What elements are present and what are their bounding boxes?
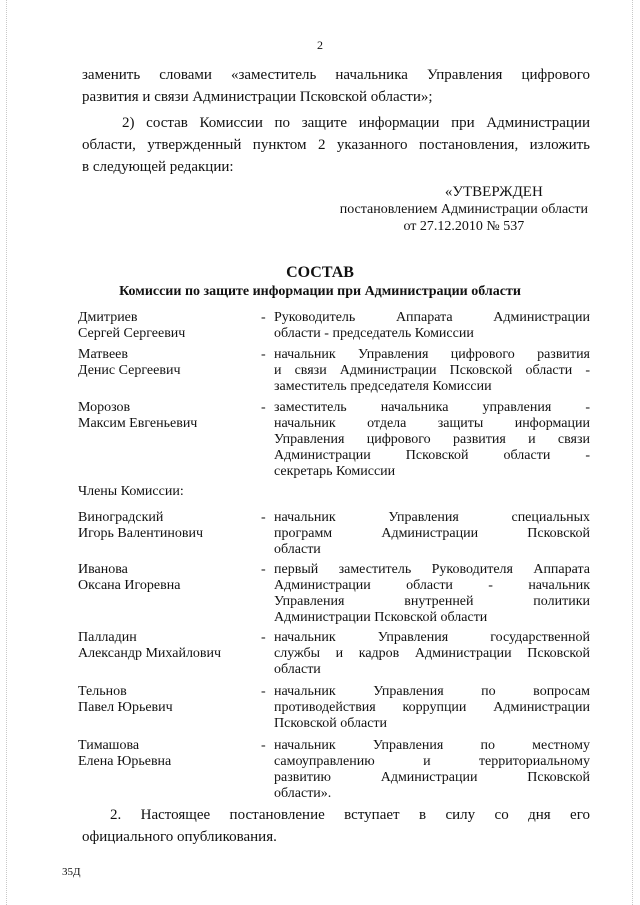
- role-line: программ Администрации Псковской: [274, 526, 590, 541]
- role-line: начальник Управления государственной: [274, 630, 590, 645]
- member-surname: Матвеев: [78, 347, 128, 362]
- paragraph-2-line-3: в следующей редакции:: [82, 159, 234, 175]
- member-role: [274, 510, 590, 558]
- member-given-name: Игорь Валентинович: [78, 526, 204, 541]
- member-surname: Тимашова: [78, 738, 140, 753]
- page-number: 2: [317, 38, 323, 52]
- approved-line-3: от 27.12.2010 № 537: [403, 219, 525, 234]
- member-name: [78, 310, 258, 342]
- member-role: [274, 738, 590, 802]
- paragraph-2-line-2: области, утвержденный пунктом 2 указанного постановления, изложить: [82, 137, 590, 153]
- dash: -: [261, 738, 266, 753]
- scan-edge-left: [6, 0, 8, 905]
- role-line: Администрации области - начальник: [274, 578, 590, 593]
- paragraph-1: [82, 64, 590, 108]
- paragraph-2-line-1: 2) состав Комиссии по защите информации при Администрации: [122, 115, 590, 131]
- dash: -: [261, 510, 266, 525]
- role-line: области - председатель Комиссии: [274, 326, 474, 341]
- role-line: заместитель начальника управления -: [274, 400, 590, 415]
- member-role: [274, 562, 590, 626]
- role-line: области: [274, 662, 321, 677]
- member-name: [78, 510, 258, 542]
- dash: -: [261, 347, 266, 362]
- member-surname: Тельнов: [78, 684, 127, 699]
- member-role: [274, 684, 590, 732]
- member-role: [274, 400, 590, 480]
- member-given-name: Денис Сергеевич: [78, 363, 181, 378]
- role-line: самоуправлению и территориальному: [274, 754, 590, 769]
- scan-edge-right: [632, 0, 634, 905]
- member-surname: Морозов: [78, 400, 131, 415]
- role-line: заместитель председателя Комиссии: [274, 379, 492, 394]
- paragraph-3-line-2: официального опубликования.: [82, 829, 277, 845]
- member-given-name: Павел Юрьевич: [78, 700, 173, 715]
- member-given-name: Александр Михайлович: [78, 646, 222, 661]
- member-name: [78, 347, 258, 379]
- member-name: [78, 684, 258, 716]
- member-name: [78, 630, 258, 662]
- role-line: Администрации Псковской области -: [274, 448, 590, 463]
- member-surname: Палладин: [78, 630, 137, 645]
- document-title: СОСТАВ: [286, 264, 354, 281]
- dash: -: [261, 684, 266, 699]
- role-line: и связи Администрации Псковской области -: [274, 363, 590, 378]
- dash: -: [261, 562, 266, 577]
- member-surname: Дмитриев: [78, 310, 138, 325]
- dash: -: [261, 310, 266, 325]
- member-role: [274, 347, 590, 395]
- paragraph-2: [82, 112, 590, 178]
- role-line: развитию Администрации Псковской: [274, 770, 590, 785]
- member-name: [78, 738, 258, 770]
- document-subtitle: Комиссии по защите информации при Администрации области: [119, 284, 521, 299]
- role-line: первый заместитель Руководителя Аппарата: [274, 562, 590, 577]
- role-line: начальник Управления по местному: [274, 738, 590, 753]
- role-line: службы и кадров Администрации Псковской: [274, 646, 590, 661]
- member-name: [78, 400, 258, 432]
- role-line: Управления цифрового развития и связи: [274, 432, 590, 447]
- role-line: области: [274, 542, 321, 557]
- member-name: [78, 562, 258, 594]
- approval-stamp-text: [340, 184, 588, 235]
- paragraph-3-line-1: 2. Настоящее постановление вступает в силу со дня его: [110, 807, 590, 823]
- member-given-name: Максим Евгеньевич: [78, 416, 198, 431]
- role-line: начальник Управления по вопросам: [274, 684, 590, 699]
- dash: -: [261, 630, 266, 645]
- paragraph-3: [82, 804, 590, 848]
- role-line: противодействия коррупции Администрации: [274, 700, 590, 715]
- approved-line-1: «УТВЕРЖДЕН: [444, 184, 543, 200]
- member-surname: Виноградский: [78, 510, 164, 525]
- footer-code: 35Д: [62, 866, 81, 878]
- member-given-name: Сергей Сергеевич: [78, 326, 186, 341]
- member-surname: Иванова: [78, 562, 128, 577]
- member-role: [274, 310, 590, 342]
- dash: -: [261, 400, 266, 415]
- member-given-name: Оксана Игоревна: [78, 578, 181, 593]
- role-line: начальник Управления специальных: [274, 510, 590, 525]
- role-line: начальник Управления цифрового развития: [274, 347, 590, 362]
- role-line: секретарь Комиссии: [274, 464, 396, 479]
- role-line: Руководитель Аппарата Администрации: [274, 310, 590, 325]
- member-given-name: Елена Юрьевна: [78, 754, 172, 769]
- member-role: [274, 630, 590, 678]
- role-line: начальник отдела защиты информации: [274, 416, 590, 431]
- role-line: Администрации Псковской области: [274, 610, 488, 625]
- role-line: Управления внутренней политики: [274, 594, 590, 609]
- paragraph-1-line-2: развития и связи Администрации Псковской области»;: [82, 89, 433, 105]
- paragraph-1-line-1: заменить словами «заместитель начальника Управления цифрового: [82, 67, 590, 83]
- role-line: области».: [274, 786, 332, 801]
- members-heading: Члены Комиссии:: [78, 484, 184, 499]
- approved-line-2: постановлением Администрации области: [339, 202, 588, 217]
- role-line: Псковской области: [274, 716, 388, 731]
